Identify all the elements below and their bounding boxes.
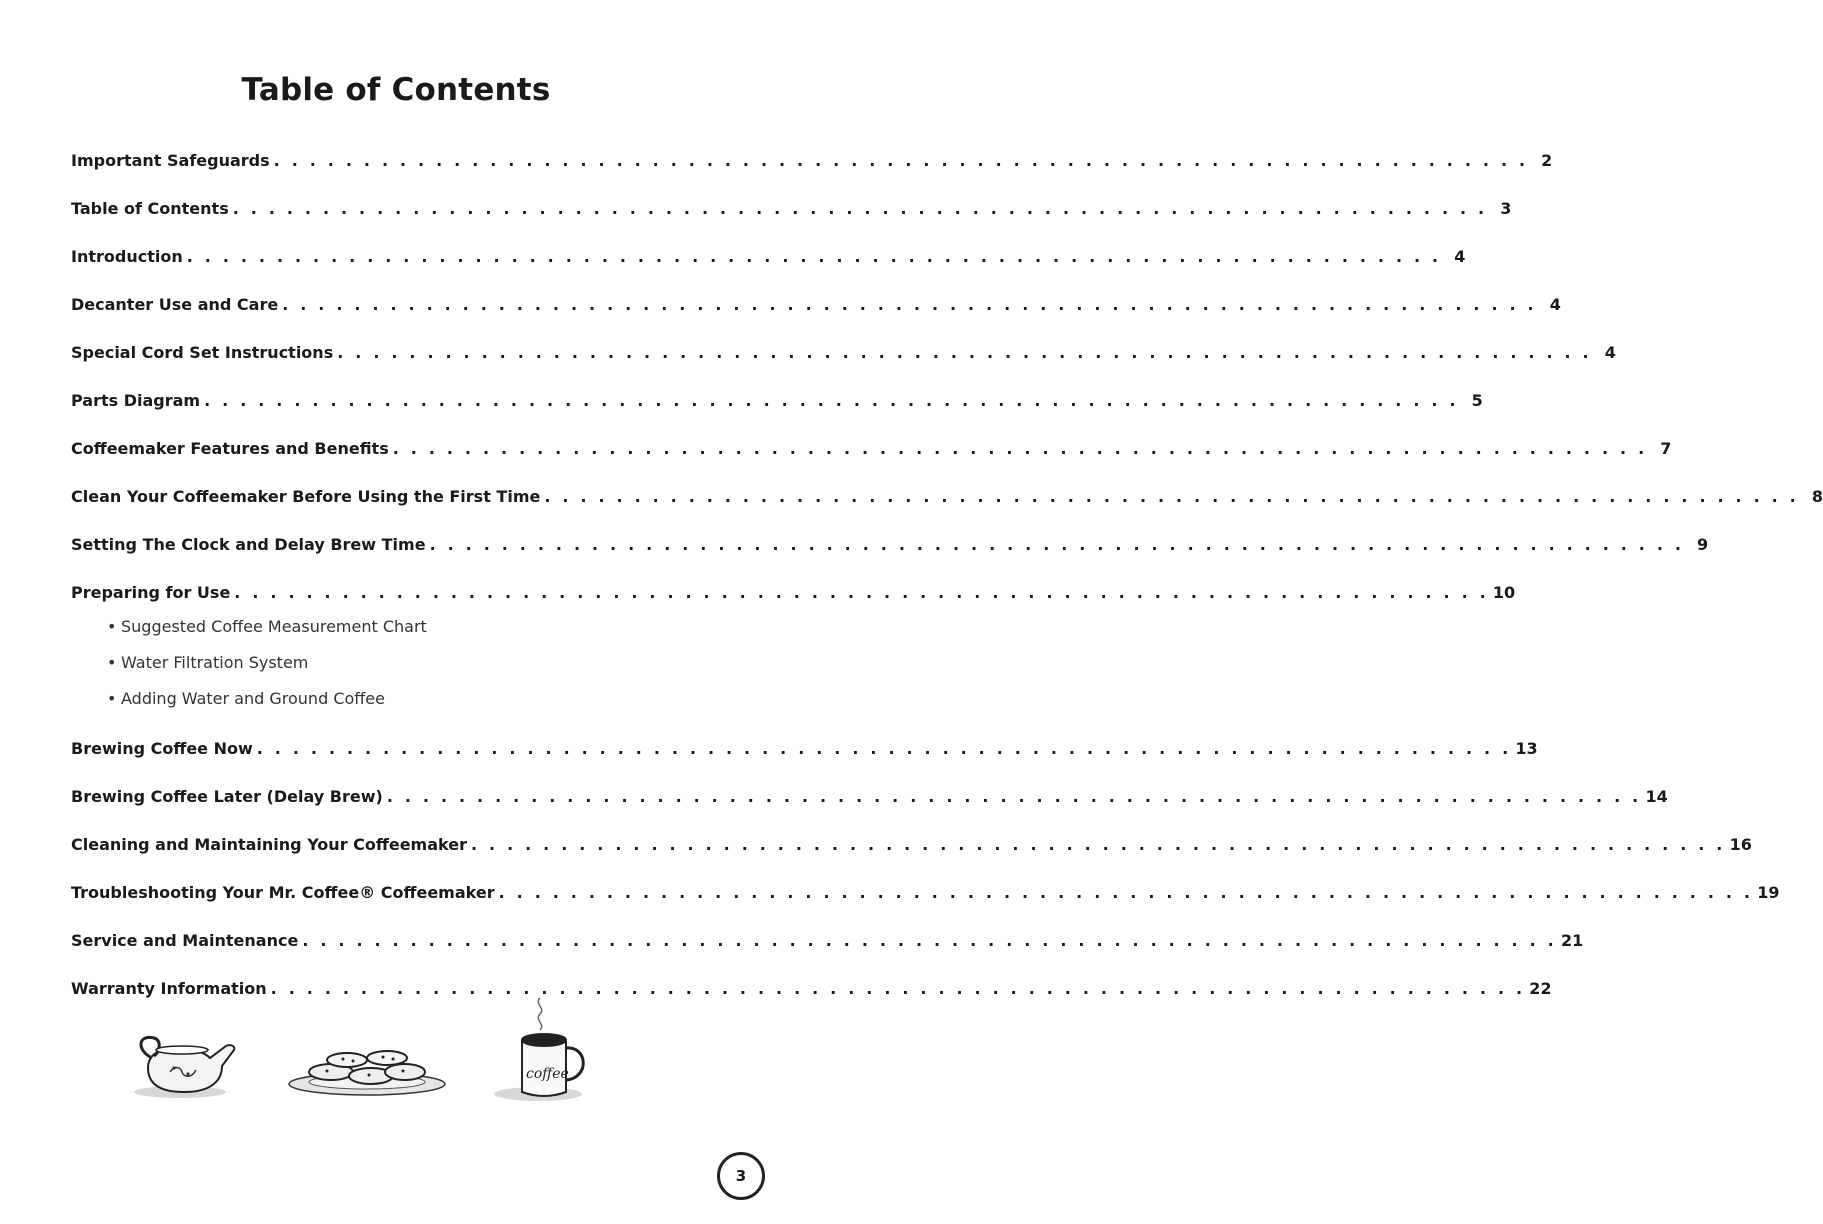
- dot-leader: . . . . . . . . . . . . . . . . . . . . . . . . . . . . . . . . . . . . . . . . . . . . . . . . . . . . . . . . . . . . . . . . . . . . . .: [232, 199, 1488, 218]
- toc-entry-page: 21: [1560, 931, 1584, 950]
- page-number-badge: [717, 1152, 765, 1200]
- dot-leader: . . . . . . . . . . . . . . . . . . . . . . . . . . . . . . . . . . . . . . . . . . . . . . . . . . . . . . . . . . . . . . . . . . . . . .: [186, 247, 1442, 266]
- toc-entry-label: Decanter Use and Care: [71, 295, 279, 314]
- toc-entry-parts-diagram[interactable]: [71, 385, 1483, 411]
- page-title: Table of Contents: [241, 72, 551, 108]
- bullet-icon: •: [107, 653, 117, 672]
- page-number: 3: [735, 1167, 747, 1185]
- toc-entry-setting-clock[interactable]: [71, 529, 1709, 555]
- dot-leader: . . . . . . . . . . . . . . . . . . . . . . . . . . . . . . . . . . . . . . . . . . . . . . . . . . . . . . . . . . . . . . . . . . . . . .: [270, 979, 1526, 998]
- toc-entry-label: Clean Your Coffeemaker Before Using the First Time: [71, 487, 541, 506]
- dot-leader: . . . . . . . . . . . . . . . . . . . . . . . . . . . . . . . . . . . . . . . . . . . . . . . . . . . . . . . . . . . . . . . . . . . . . .: [392, 439, 1648, 458]
- toc-entry-label: Brewing Coffee Now: [71, 739, 253, 758]
- mug-label: coffee: [526, 1066, 569, 1082]
- toc-entry-page: 7: [1660, 439, 1672, 458]
- toc-entry-page: 5: [1471, 391, 1483, 410]
- toc-entry-label: Introduction: [71, 247, 183, 266]
- toc-entry-page: 4: [1604, 343, 1616, 362]
- toc-entry-label: Preparing for Use: [71, 583, 231, 602]
- dot-leader: . . . . . . . . . . . . . . . . . . . . . . . . . . . . . . . . . . . . . . . . . . . . . . . . . . . . . . . . . . . . . . . . . . . . . .: [256, 739, 1512, 758]
- toc-entry-page: 2: [1541, 151, 1553, 170]
- toc-entry-label: Important Safeguards: [71, 151, 270, 170]
- toc-entry-clean-before-first-use[interactable]: [71, 481, 1823, 507]
- toc-entry-page: 9: [1697, 535, 1709, 554]
- toc-entry-introduction[interactable]: [71, 241, 1466, 267]
- toc-entry-table-of-contents[interactable]: [71, 193, 1512, 219]
- toc-entry-label: Warranty Information: [71, 979, 267, 998]
- toc-entry-label: Coffeemaker Features and Benefits: [71, 439, 389, 458]
- toc-entry-page: 14: [1645, 787, 1668, 806]
- dot-leader: . . . . . . . . . . . . . . . . . . . . . . . . . . . . . . . . . . . . . . . . . . . . . . . . . . . . . . . . . . . . . . . . . . . . . .: [273, 151, 1529, 170]
- toc-entry-cleaning[interactable]: [71, 829, 1752, 855]
- toc-entry-label: Troubleshooting Your Mr. Coffee® Coffeemaker: [71, 883, 495, 902]
- toc-subitem[interactable]: [107, 617, 427, 636]
- toc-entry-page: 22: [1529, 979, 1552, 998]
- toc-subitem-label: Water Filtration System: [121, 653, 309, 672]
- toc-subitem-label: Adding Water and Ground Coffee: [121, 689, 385, 708]
- toc-entry-page: 4: [1549, 295, 1561, 314]
- toc-entry-page: 4: [1454, 247, 1466, 266]
- toc-entry-preparing-for-use[interactable]: [71, 577, 1516, 603]
- creamer-illustration: [130, 1028, 240, 1100]
- toc-entry-service[interactable]: [71, 925, 1584, 951]
- toc-subitem-label: Suggested Coffee Measurement Chart: [121, 617, 427, 636]
- toc-entry-page: 10: [1492, 583, 1516, 602]
- cookies-plate-illustration: [285, 1040, 450, 1098]
- dot-leader: . . . . . . . . . . . . . . . . . . . . . . . . . . . . . . . . . . . . . . . . . . . . . . . . . . . . . . . . . . . . . . . . . . . . . .: [302, 931, 1557, 950]
- toc-entry-label: Parts Diagram: [71, 391, 201, 410]
- toc-entry-warranty[interactable]: [71, 973, 1552, 999]
- dot-leader: . . . . . . . . . . . . . . . . . . . . . . . . . . . . . . . . . . . . . . . . . . . . . . . . . . . . . . . . . . . . . . . . . . . . . .: [282, 295, 1537, 314]
- dot-leader: . . . . . . . . . . . . . . . . . . . . . . . . . . . . . . . . . . . . . . . . . . . . . . . . . . . . . . . . . . . . . . . . . . . . . .: [234, 583, 1489, 602]
- toc-entry-page: 3: [1500, 199, 1512, 218]
- bullet-icon: •: [107, 689, 117, 708]
- toc-entry-brewing-later[interactable]: [71, 781, 1668, 807]
- toc-entry-label: Cleaning and Maintaining Your Coffeemaker: [71, 835, 467, 854]
- toc-entry-page: 19: [1757, 883, 1780, 902]
- toc-entry-page: 16: [1729, 835, 1752, 854]
- dot-leader: . . . . . . . . . . . . . . . . . . . . . . . . . . . . . . . . . . . . . . . . . . . . . . . . . . . . . . . . . . . . . . . . . . . . . .: [204, 391, 1459, 410]
- dot-leader: . . . . . . . . . . . . . . . . . . . . . . . . . . . . . . . . . . . . . . . . . . . . . . . . . . . . . . . . . . . . . . . . . . . . . .: [429, 535, 1685, 554]
- toc-subitem[interactable]: [107, 689, 385, 708]
- toc-entry-label: Brewing Coffee Later (Delay Brew): [71, 787, 383, 806]
- toc-entry-label: Special Cord Set Instructions: [71, 343, 334, 362]
- toc-subitem[interactable]: [107, 653, 308, 672]
- dot-leader: . . . . . . . . . . . . . . . . . . . . . . . . . . . . . . . . . . . . . . . . . . . . . . . . . . . . . . . . . . . . . . . . . . . . . .: [544, 487, 1799, 506]
- dot-leader: . . . . . . . . . . . . . . . . . . . . . . . . . . . . . . . . . . . . . . . . . . . . . . . . . . . . . . . . . . . . . . . . . . . . . .: [470, 835, 1726, 854]
- toc-entry-page: 8: [1811, 487, 1823, 506]
- bullet-icon: •: [107, 617, 117, 636]
- toc-entry-brewing-now[interactable]: [71, 733, 1538, 759]
- toc-entry-troubleshooting[interactable]: [71, 877, 1780, 903]
- toc-entry-decanter-use-and-care[interactable]: [71, 289, 1561, 315]
- toc-entry-features-and-benefits[interactable]: [71, 433, 1672, 459]
- dot-leader: . . . . . . . . . . . . . . . . . . . . . . . . . . . . . . . . . . . . . . . . . . . . . . . . . . . . . . . . . . . . . . . . . . . . . .: [337, 343, 1592, 362]
- toc-entry-page: 13: [1515, 739, 1538, 758]
- dot-leader: . . . . . . . . . . . . . . . . . . . . . . . . . . . . . . . . . . . . . . . . . . . . . . . . . . . . . . . . . . . . . . . . . . . . . .: [386, 787, 1642, 806]
- toc-entry-label: Setting The Clock and Delay Brew Time: [71, 535, 426, 554]
- toc-entry-important-safeguards[interactable]: [71, 145, 1553, 171]
- toc-entry-special-cord-set[interactable]: [71, 337, 1616, 363]
- coffee-mug-illustration: [492, 996, 592, 1104]
- dot-leader: . . . . . . . . . . . . . . . . . . . . . . . . . . . . . . . . . . . . . . . . . . . . . . . . . . . . . . . . . . . . . . . . . . . . . .: [498, 883, 1754, 902]
- toc-entry-label: Service and Maintenance: [71, 931, 299, 950]
- toc-entry-label: Table of Contents: [71, 199, 229, 218]
